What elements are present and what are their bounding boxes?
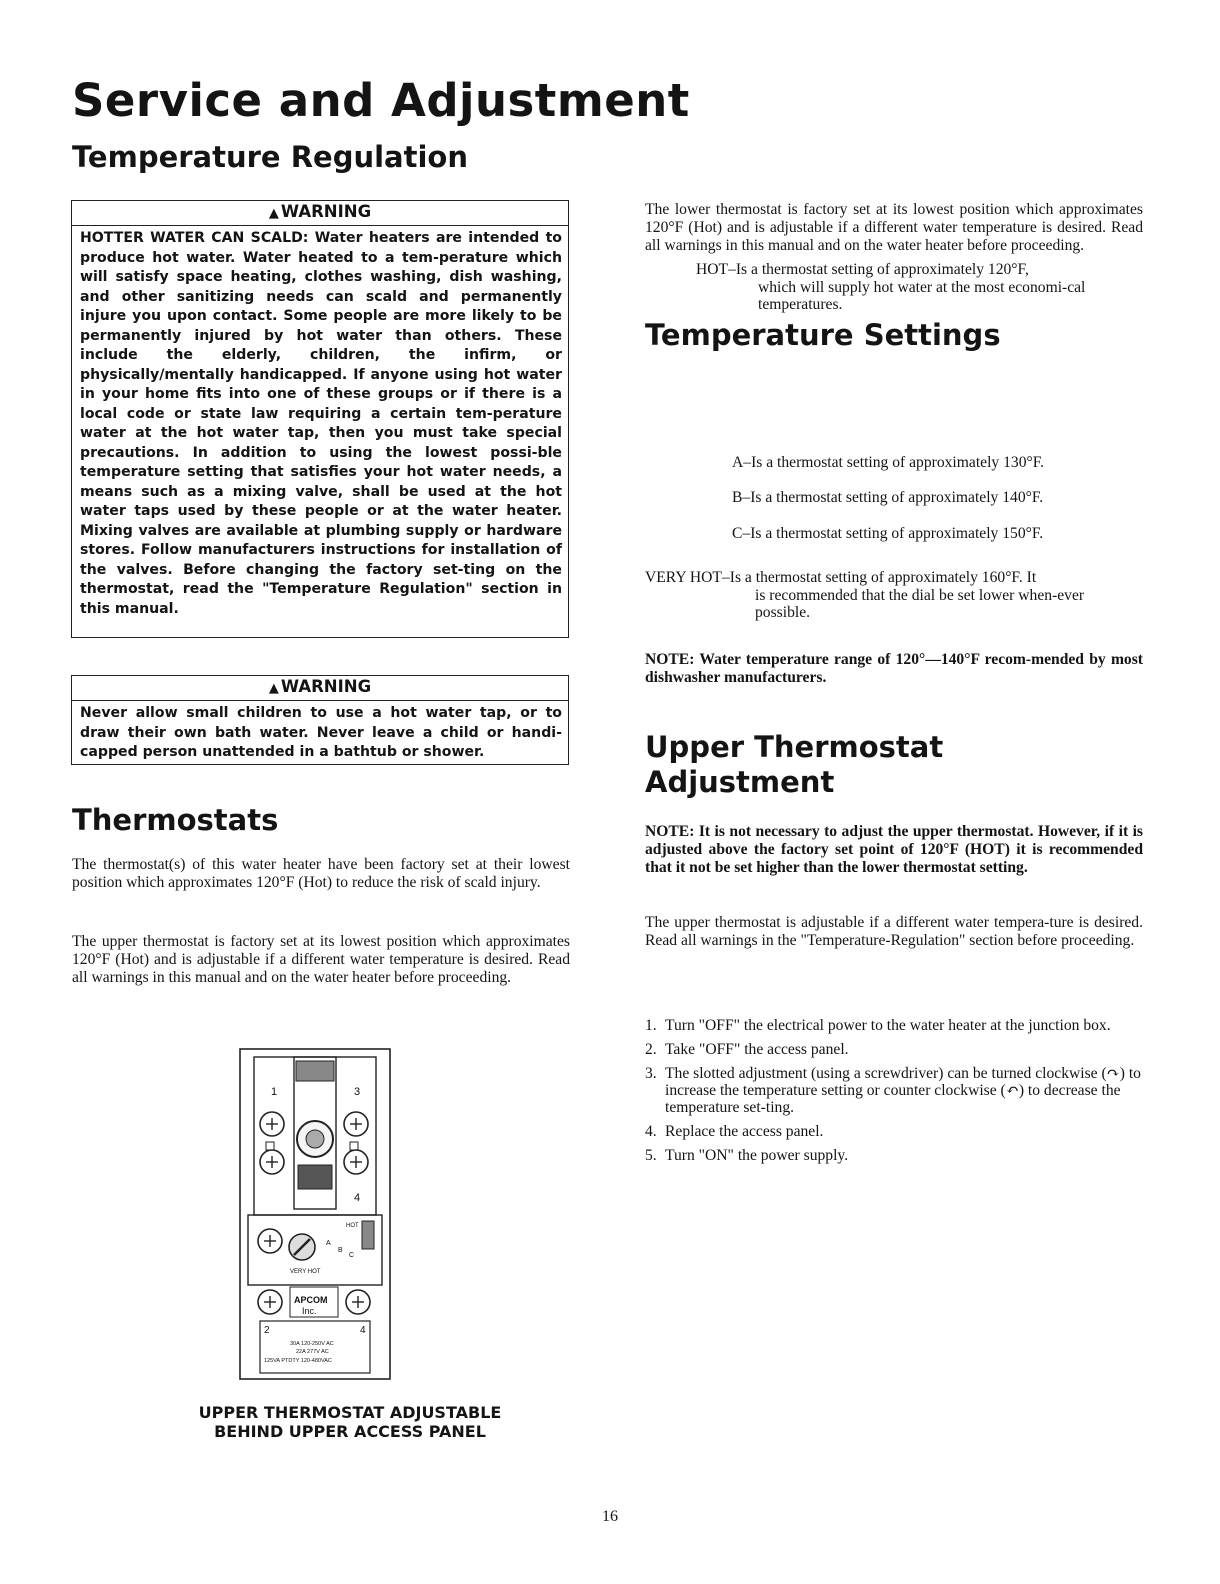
terminal-label-2: 2 — [264, 1325, 270, 1336]
step-item — [645, 1017, 1143, 1034]
warning-heading — [72, 676, 568, 701]
step-number: 5. — [645, 1147, 657, 1164]
warning-heading — [72, 201, 568, 226]
setting-c-label: C — [732, 525, 743, 542]
setting-very-hot-text: –Is a thermostat setting of approximately 160°F. It — [721, 569, 1037, 586]
step-text: Replace the access panel. — [665, 1123, 824, 1140]
upper-thermostat-note: NOTE: It is not necessary to adjust the upper thermostat. However, if it is adjusted above the factory set point of 120°F (HOT) it is recommended that it not be set higher than the lower thermostat setting. — [645, 823, 1143, 876]
caption-line-2: BEHIND UPPER ACCESS PANEL — [214, 1422, 486, 1441]
thermostat-body — [240, 1049, 390, 1379]
warning-triangle-icon: ▲ — [268, 206, 279, 221]
upper-thermostat-paragraph: The upper thermostat is adjustable if a different water tempera-ture is desired. Read all warnings in the "Temperature-Regulation" section before proceeding. — [645, 914, 1143, 949]
step-text: The slotted adjustment (using a screwdriver) can be turned clockwise (↷) to increase the temperature setting or counter clockwise (↶) to decrease the temperature set-ting. — [665, 1065, 1141, 1116]
warning-triangle-icon: ▲ — [268, 681, 279, 696]
setting-hot-text: –Is a thermostat setting of approximately 120°F, — [728, 261, 1029, 278]
rating-line-1: 30A 120-250V AC — [290, 1341, 334, 1347]
upper-thermostat-heading — [645, 730, 943, 800]
setting-b-label: B — [732, 489, 743, 506]
dial-mark-hot: HOT — [346, 1223, 359, 1229]
step-item — [645, 1041, 1143, 1058]
rating-block — [260, 1321, 370, 1373]
rating-line-3: 125VA PTDTY 120-480VAC — [264, 1358, 332, 1364]
setting-hot-label: HOT — [696, 261, 729, 278]
terminal-label-4: 4 — [354, 1192, 361, 1204]
terminal-label-1: 1 — [271, 1086, 278, 1098]
step-number: 3. — [645, 1065, 657, 1082]
step-text: Turn "ON" the power supply. — [665, 1147, 849, 1164]
setting-very-hot — [645, 569, 1142, 622]
page-title: Service and Adjustment — [72, 74, 690, 127]
dial-mark-very-hot: VERY HOT — [290, 1269, 321, 1275]
thermostats-paragraph-2: The upper thermostat is factory set at its lowest position which approximates 120°F (Hot) and is adjustable if a different water temperature is desired. Read all warnings in this manual and on the water heater before proceeding. — [72, 933, 570, 986]
terminal-label-3: 3 — [354, 1086, 361, 1098]
dial-mark-b: B — [338, 1247, 343, 1254]
thermostat-diagram — [238, 1047, 398, 1387]
setting-b — [732, 489, 1043, 507]
dishwasher-note: NOTE: Water temperature range of 120°—140°F recom-mended by most dishwasher manufacturers. — [645, 651, 1143, 686]
temperature-settings-heading: Temperature Settings — [645, 318, 1001, 352]
step-text: Take "OFF" the access panel. — [665, 1041, 849, 1058]
setting-a — [732, 454, 1044, 472]
header-plate — [296, 1061, 334, 1081]
setting-c-text: –Is a thermostat setting of approximately 150°F. — [742, 525, 1044, 542]
thermostats-paragraph-1: The thermostat(s) of this water heater have been factory set at their lowest position which approximates 120°F (Hot) to reduce the risk of scald injury. — [72, 856, 570, 891]
step-text: Turn "OFF" the electrical power to the water heater at the junction box. — [665, 1017, 1111, 1034]
step-number: 1. — [645, 1017, 657, 1034]
label-plate — [298, 1165, 332, 1189]
step-item — [645, 1065, 1143, 1116]
warning-text: Never allow small children to use a hot water tap, or to draw their own bath water. Never leave a child or handi-capped person unattended in a bathtub or shower. — [80, 705, 562, 760]
step-number: 2. — [645, 1041, 657, 1058]
warning-text: HOTTER WATER CAN SCALD: Water heaters are intended to produce hot water. Water heated to a tem-perature which will satisfy space heating, clothes washing, dish washing, and other sanitizing needs can scald and permanently injure you upon contact. Some people are more likely to be permanently injured by hot water than others. These include the elderly, children, the infirm, or physically/mentally handicapped. If anyone using hot water in your home fits into one of these groups or if there is a local code or state law requiring a certain tem-perature water at the hot water tap, then you must take special precautions. In addition to using the lowest possi-ble temperature setting that satisfies your hot water needs, a means such as a mixing valve, shall be used at the hot water taps used by these people or at the water heater. Mixing valves are available at plumbing supply or hardware stores. Follow manufacturers instructions for installation of the valves. Before changing the factory set-ting on the thermostat, read the "Temperature Regulation" section in this manual. — [80, 230, 562, 617]
warning-box-scald — [71, 200, 569, 638]
temperature-scale — [362, 1221, 374, 1249]
setting-very-hot-label: VERY HOT — [645, 569, 722, 586]
section-subtitle: Temperature Regulation — [72, 140, 468, 174]
dial-mark-c: C — [349, 1252, 355, 1259]
upper-thermostat-heading-line-2: Adjustment — [645, 765, 835, 799]
warning-box-children — [71, 675, 569, 765]
step-number: 4. — [645, 1123, 657, 1140]
diagram-caption — [100, 1403, 600, 1441]
page-number: 16 — [602, 1508, 618, 1525]
terminal-label-4-lower: 4 — [360, 1325, 366, 1336]
caption-line-1: UPPER THERMOSTAT ADJUSTABLE — [198, 1403, 502, 1422]
setting-very-hot-continuation: is recommended that the dial be set lower when-ever possible. — [755, 586, 1085, 621]
setting-c — [732, 525, 1043, 543]
indicator-square — [266, 1142, 274, 1150]
setting-a-text: –Is a thermostat setting of approximately 130°F. — [743, 454, 1045, 471]
brand-name: APCOM — [294, 1295, 328, 1305]
lower-thermostat-paragraph: The lower thermostat is factory set at its lowest position which approximates 120°F (Hot) and is adjustable if a different water temperature is desired. Read all warnings in this manual and on the water heater before proceeding. — [645, 201, 1143, 254]
warning-heading-label: WARNING — [280, 202, 372, 221]
thermostats-heading: Thermostats — [72, 803, 279, 837]
step-item — [645, 1147, 1143, 1164]
adjustment-steps — [645, 1017, 1143, 1171]
setting-hot — [696, 261, 1142, 314]
upper-thermostat-heading-line-1: Upper Thermostat — [645, 730, 944, 764]
setting-b-text: –Is a thermostat setting of approximately 140°F. — [742, 489, 1044, 506]
setting-a-label: A — [732, 454, 744, 471]
warning-heading-label: WARNING — [280, 677, 372, 696]
brand-suffix: Inc. — [302, 1306, 317, 1316]
rating-line-2: 22A 277V AC — [296, 1349, 329, 1355]
dial-mark-a: A — [326, 1240, 331, 1247]
step-item — [645, 1123, 1143, 1140]
indicator-square — [350, 1142, 358, 1150]
setting-hot-continuation: which will supply hot water at the most economi-cal temperatures. — [758, 278, 1086, 313]
dial-center — [306, 1130, 324, 1148]
